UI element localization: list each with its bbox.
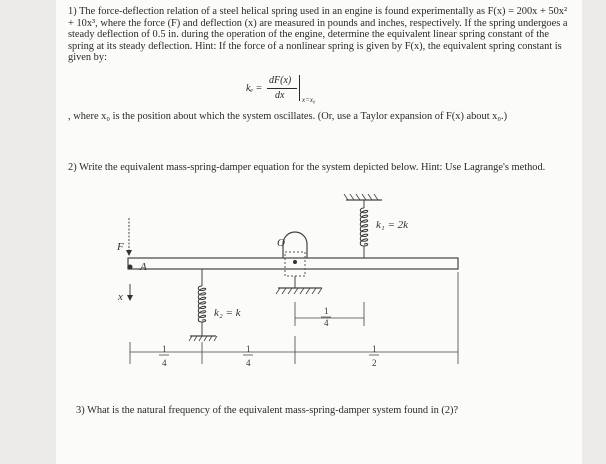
spring-k1-label: k₁ = 2k: [376, 219, 409, 231]
displacement-label: x: [118, 291, 123, 303]
spring-k1-coil: [360, 208, 368, 246]
point-a-label: A: [140, 261, 147, 273]
question-1-continuation: , where x₀ is the position about which the system oscillates. (Or, use a Taylor expansion of F(x) about x₀.): [68, 111, 508, 122]
dim-seg3-num: 1: [372, 344, 377, 354]
mechanism-diagram: [56, 0, 582, 464]
point-a-marker: [128, 265, 133, 270]
document-page: [56, 0, 582, 464]
question-1-text: 1) The force-deflection relation of a steel helical spring used in an engine is found experimentally as F(x) = 200x + 50x² + 10x³, where the force (F) and deflection (x) are measured in pounds and inches, respectively. If the spring undergoes a steady deflection of 0.5 in. during the operation of the engine, determine the equivalent linear spring constant of the spring at its steady deflection. Hint: If the force of a nonlinear spring is given by F(x), the equivalent spring constant is given by:: [68, 6, 568, 64]
dim-seg2-num: 1: [246, 344, 251, 354]
dim-seg1-den: 4: [162, 358, 167, 368]
question-3-text: 3) What is the natural frequency of the equivalent mass-spring-damper system found in (2)?: [76, 405, 459, 416]
pivot-support: [283, 232, 307, 258]
lever-beam: [128, 258, 458, 269]
formula-numerator: dF(x): [269, 75, 292, 86]
dim-seg3-den: 2: [372, 358, 377, 368]
formula-subscript: x=x₀: [302, 96, 316, 104]
dim-seg2-den: 4: [246, 358, 251, 368]
force-label: F: [117, 241, 124, 253]
dim-upper-num: 1: [324, 306, 329, 316]
dim-upper-den: 4: [324, 318, 329, 328]
question-2-text: 2) Write the equivalent mass-spring-damper equation for the system depicted below. Hint: Use Lagrange's method.: [68, 162, 546, 173]
pivot-ground-hatch: [276, 288, 322, 294]
formula-denominator: dx: [275, 90, 285, 101]
bottom-ground-hatch: [189, 336, 217, 341]
pivot-point: [293, 260, 297, 264]
formula-lhs: kₑ =: [246, 83, 263, 94]
spring-k2-label: k₂ = k: [214, 307, 241, 319]
top-ceiling-hatch: [344, 194, 378, 200]
spring-k2-coil: [198, 286, 206, 322]
dim-seg1-num: 1: [162, 344, 167, 354]
pivot-label: O: [277, 237, 285, 249]
